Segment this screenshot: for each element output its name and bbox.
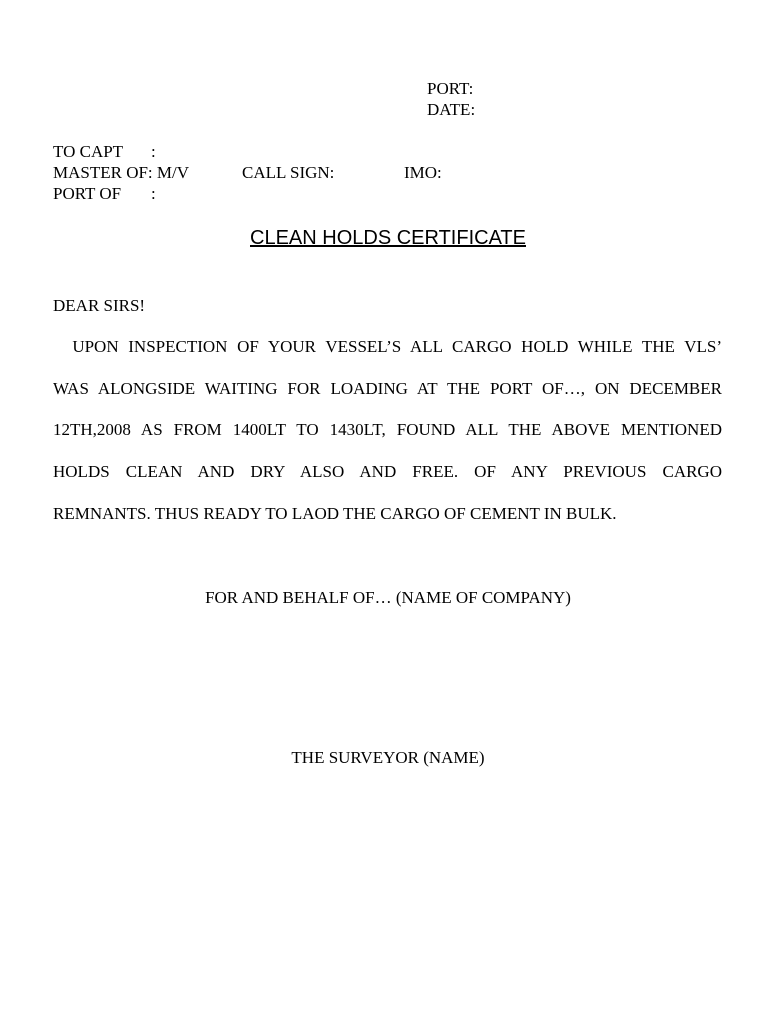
- port-of-label: PORT OF: [53, 184, 122, 203]
- to-capt-colon: :: [151, 142, 156, 161]
- master-of-label: MASTER OF: M/V: [53, 163, 190, 182]
- closing-line: FOR AND BEHALF OF… (NAME OF COMPANY): [205, 588, 571, 607]
- body-line: HOLDS CLEAN AND DRY ALSO AND FREE. OF ANY PREVIOUS CARGO: [53, 462, 722, 482]
- imo-label: IMO:: [404, 163, 442, 182]
- to-capt-label: TO CAPT: [53, 142, 124, 161]
- body-line: 12TH,2008 AS FROM 1400LT TO 1430LT, FOUND ALL THE ABOVE MENTIONED: [53, 420, 722, 440]
- body-paragraph: [53, 334, 722, 542]
- date-label: DATE:: [427, 100, 476, 119]
- call-sign-label: CALL SIGN:: [242, 163, 335, 182]
- document-title: CLEAN HOLDS CERTIFICATE: [250, 227, 526, 249]
- body-line: REMNANTS. THUS READY TO LAOD THE CARGO OF CEMENT IN BULK.: [53, 503, 617, 523]
- port-of-colon: :: [151, 184, 156, 203]
- body-line: UPON INSPECTION OF YOUR VESSEL’S ALL CARGO HOLD WHILE THE VLS’: [53, 337, 722, 356]
- port-label: PORT:: [427, 79, 474, 98]
- body-line: WAS ALONGSIDE WAITING FOR LOADING AT THE PORT OF…, ON DECEMBER: [53, 378, 722, 398]
- surveyor-signature-line: THE SURVEYOR (NAME): [291, 748, 485, 767]
- salutation: DEAR SIRS!: [53, 296, 146, 315]
